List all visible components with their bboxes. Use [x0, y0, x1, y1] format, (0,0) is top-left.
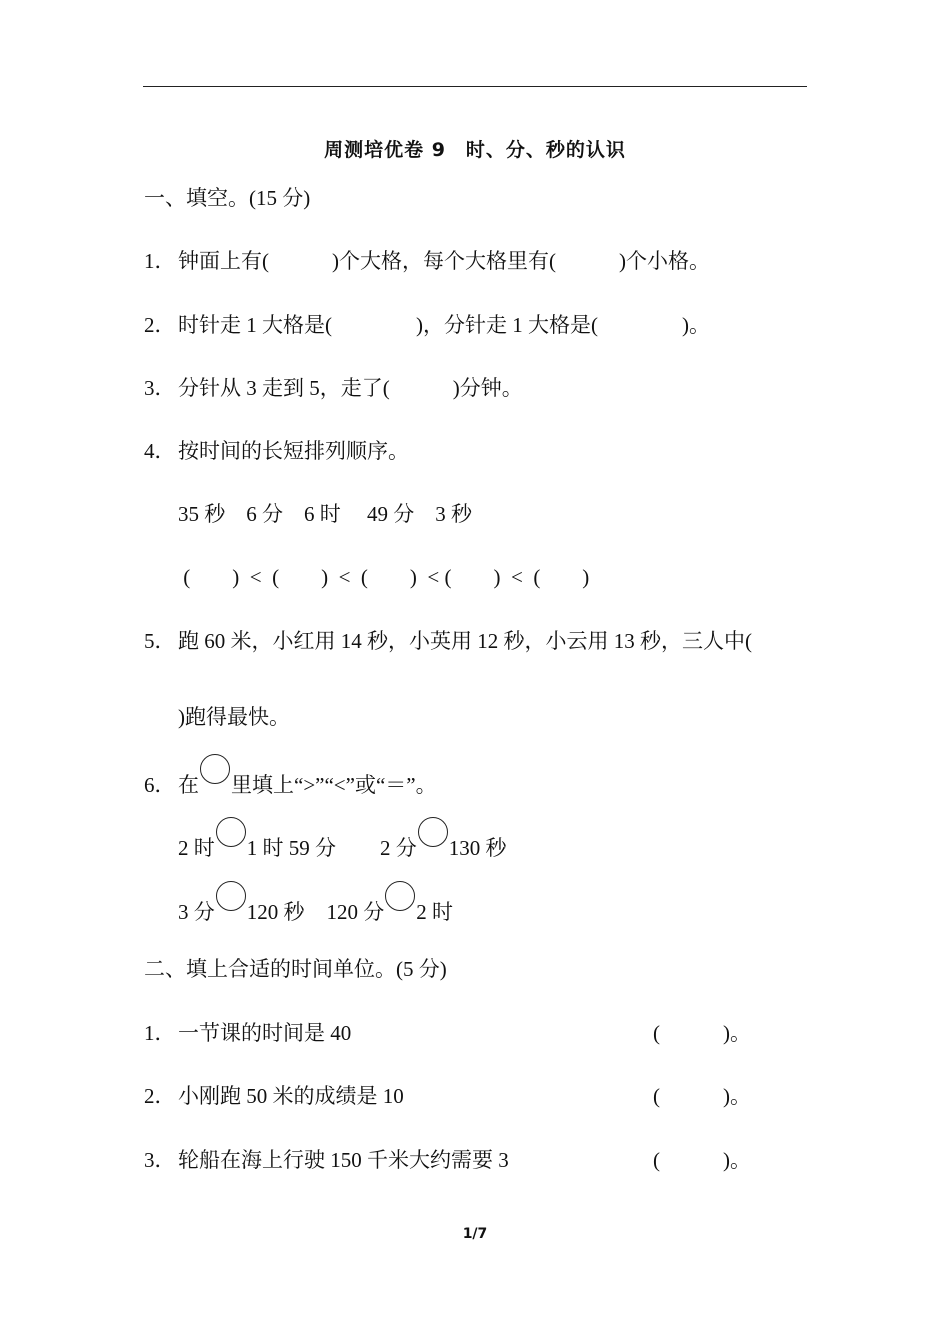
question-text: 在: [178, 773, 199, 797]
compare-left: 3 分: [178, 900, 215, 924]
question-text: 一节课的时间是 40: [178, 1021, 352, 1045]
answer-blank: ( )。: [653, 1148, 751, 1172]
question-number: 6．: [144, 773, 176, 797]
question-number: 2．: [144, 1084, 176, 1108]
question-number: 5．: [144, 629, 176, 653]
question-2: [144, 311, 710, 339]
question-text: 分针从 3 走到 5，走了( )分钟。: [178, 376, 523, 400]
question-text: 小刚跑 50 米的成绩是 10: [178, 1084, 404, 1108]
compare-circle-icon: [418, 817, 448, 847]
compare-circle-icon: [216, 881, 246, 911]
section1-heading: 一、填空。(15 分): [144, 186, 311, 210]
question-text: 轮船在海上行驶 150 千米大约需要 3: [178, 1148, 509, 1172]
question-text: 时针走 1 大格是( )，分针走 1 大格是( )。: [178, 313, 710, 337]
compare-right: 120 秒: [246, 900, 305, 924]
question-number: 2．: [144, 313, 176, 337]
question-number: 3．: [144, 376, 176, 400]
header-rule: [143, 86, 807, 87]
question-4: [144, 437, 409, 465]
compare-left: 2 分: [380, 836, 417, 860]
question-number: 4．: [144, 439, 176, 463]
compare-circle-icon: [200, 754, 230, 784]
section2-heading: 二、填上合适的时间单位。(5 分): [144, 957, 447, 981]
answer-blank: ( )。: [653, 1084, 751, 1108]
question-text: 按时间的长短排列顺序。: [178, 439, 409, 463]
question-5-cont: )跑得最快。: [178, 705, 290, 729]
answer-blank: ( )。: [653, 1021, 751, 1045]
question-text: 钟面上有( )个大格，每个大格里有( )个小格。: [178, 249, 710, 273]
question-4-items: 35 秒 6 分 6 时 49 分 3 秒: [178, 502, 472, 526]
unit-question-1: [144, 1019, 351, 1047]
question-number: 3．: [144, 1148, 176, 1172]
compare-right: 130 秒: [448, 836, 507, 860]
question-number: 1．: [144, 1021, 176, 1045]
compare-right: 2 时: [416, 900, 453, 924]
question-text: 跑 60 米，小红用 14 秒，小英用 12 秒，小云用 13 秒，三人中(: [178, 629, 752, 653]
compare-right: 1 时 59 分: [246, 836, 336, 860]
question-5: [144, 627, 752, 655]
question-6: [144, 764, 437, 799]
question-text: 里填上“>”“<”或“＝”。: [231, 773, 437, 797]
question-3: [144, 374, 523, 402]
question-6-row2: [178, 891, 453, 926]
unit-question-3: [144, 1146, 509, 1174]
compare-left: 120 分: [326, 900, 385, 924]
question-number: 1．: [144, 249, 176, 273]
question-4-blanks: ( ) < ( ) < ( ) < ( ) < ( ): [178, 565, 590, 589]
compare-circle-icon: [216, 817, 246, 847]
page-title: 周测培优卷 9 时、分、秒的认识: [324, 139, 626, 161]
compare-left: 2 时: [178, 836, 215, 860]
page-number: 1/7: [462, 1226, 488, 1242]
question-1: [144, 247, 710, 275]
compare-circle-icon: [385, 881, 415, 911]
unit-question-2: [144, 1082, 404, 1110]
question-6-row1: [178, 827, 507, 862]
